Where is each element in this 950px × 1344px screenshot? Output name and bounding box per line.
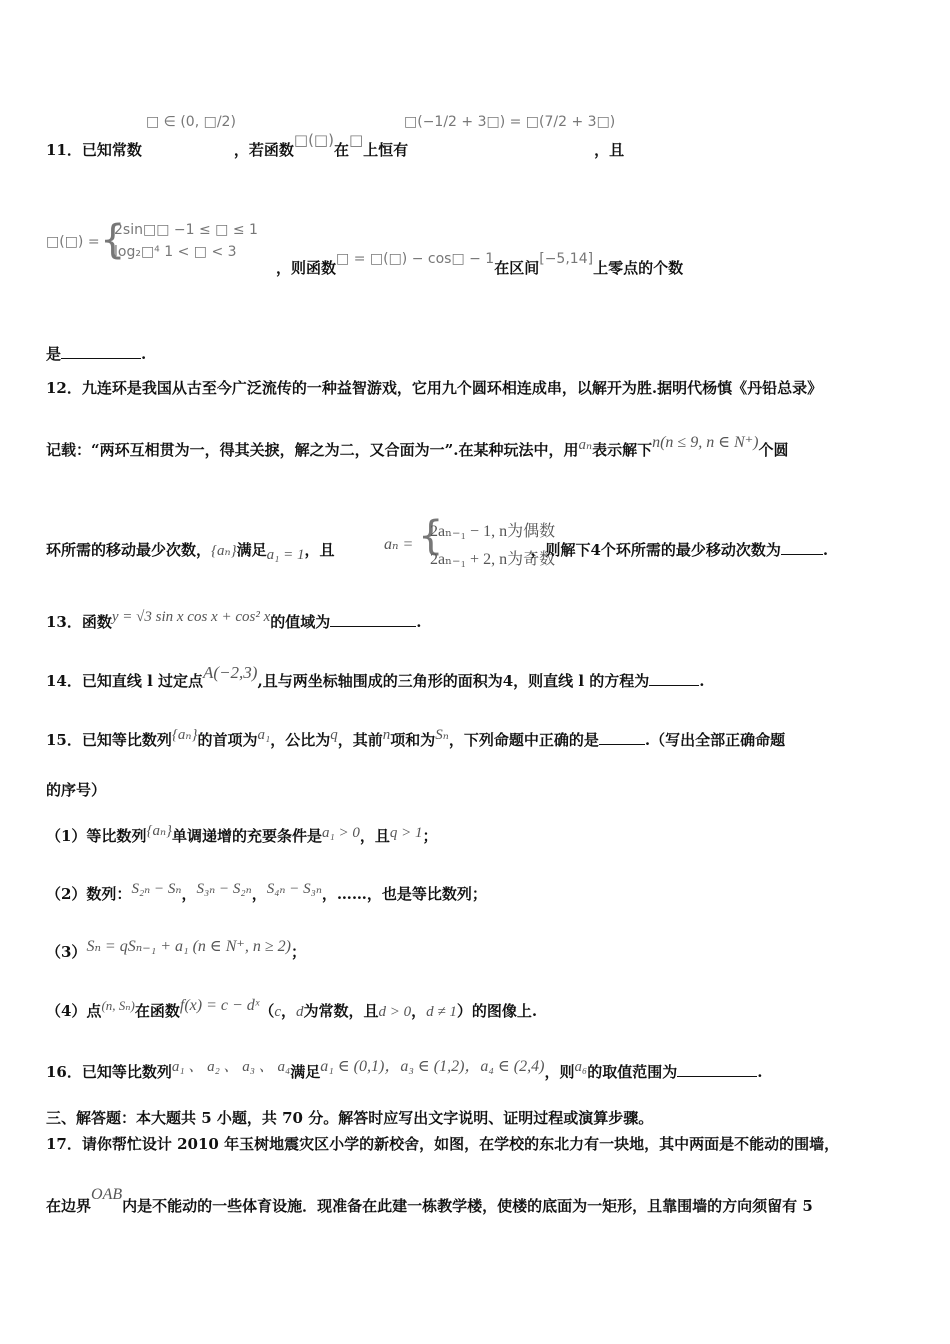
q15-item4-d: ， [281,1002,297,1020]
q15-text-e: 项和为 [390,731,436,749]
q16-text-d: 的取值范围为 [587,1063,678,1081]
q14-math: A(−2,3) [203,663,258,682]
q11-set-math: □ [348,131,364,149]
q11-const-math: □ ∈ (0, □/2) [146,114,236,130]
q12-case2: 2aₙ₋₁ + 2, n为奇数 [430,551,556,568]
q15-text-c: ，公比为 [270,731,331,749]
q11-interval-math: [−5,14] [539,251,594,267]
q15-item1-a: （1）等比数列 [46,827,147,845]
q14-text-b: ,且与两坐标轴围成的三角形的面积为4，则直线 l 的方程为 [257,672,650,690]
q12-case1: 2aₙ₋₁ − 1, n为偶数 [430,523,556,540]
q12-text-a: 记载：“两环互相贯为一，得其关捩，解之为二，又合面为一”.在某种玩法中，用 [46,441,579,459]
q16-line [46,1058,763,1083]
q11-text-h: 上零点的个数 [593,259,684,277]
q11-text-f: ，则函数 [276,259,337,277]
q11-line1 [46,131,625,160]
q12-brace: { [418,513,444,559]
q17-line1: 17．请你帮忙设计 2010 年玉树地震灾区小学的新校舍，如图，在学校的东北力有一块地，其中两面是不能动的围墙， [46,1135,840,1153]
q15-seq-math: {aₙ} [171,727,198,743]
q15-item3 [46,938,306,963]
q16-text-a: 16．已知等比数列 [46,1063,172,1081]
q16-text-c: ，则 [544,1063,575,1081]
q15-text-f: ，下列命题中正确的是 [448,731,599,749]
q15-item2-m3: S₄ₙ − S₃ₙ [266,881,322,897]
q15-a1-math: a₁ [257,727,271,743]
q15-line2: 的序号） [46,781,107,799]
q16-terms-math: a₁ 、 a₂ 、 a₃ 、 a₄ [171,1059,291,1075]
q15-item4-d-math: d [296,1004,304,1020]
q14-end: . [699,672,705,690]
q15-item4-pt: (n, Sₙ) [101,998,135,1013]
q13-math: y = √3 sin x cos x + cos² x [111,609,271,625]
q15-item3-math: Sₙ = qSₙ₋₁ + a₁ (n ∈ N⁺, n ≥ 2) [86,938,291,955]
q13-answer-blank [330,614,416,627]
q12-text-f: ，且 [304,541,335,559]
q15-line1 [46,727,786,751]
q13-end: . [416,613,422,631]
q15-n-math: n [382,727,391,743]
q12-n-math: n(n ≤ 9, n ∈ N⁺) [652,434,759,451]
q16-text-b: 满足 [290,1063,321,1081]
q15-item2-m2: S₃ₙ − S₂ₙ [196,881,252,897]
q15-item2-m1: S₂ₙ − Sₙ [131,881,182,897]
q15-item4-f-sep: ， [411,1002,427,1020]
q12-text-e: 满足 [236,541,267,559]
q15-item4-d0: d > 0 [378,1004,412,1020]
q15-item4-a: （4）点 [46,1002,102,1020]
q11-piecewise-lhs: □(□) = [46,234,100,250]
q11-brace: { [100,217,126,263]
q17-text-b: 内是不能动的一些体育设施．现准备在此建一栋教学楼，使楼的底面为一矩形，且靠围墙的方向须留有 5 [122,1197,813,1215]
q16-answer-blank [677,1064,757,1077]
q11-g-math: □ = □(□) − cos□ − 1 [336,251,495,267]
q15-item1-c: ，且 [359,827,390,845]
q11-text-c: 在 [333,141,349,159]
q15-item3-a: （3） [46,943,87,961]
q17-oab-math: OAB [91,1186,123,1203]
q11-text-e: ，且 [594,141,625,159]
q15-item4-f: f(x) = c − dˣ [179,997,260,1014]
q11-line2 [276,251,684,279]
q16-a6-math: a₆ [574,1059,588,1075]
q15-item2: （2）数列：S₂ₙ − Sₙ，S₃ₙ − S₂ₙ，S₄ₙ − S₃ₙ，……，也是等比数列； [46,881,487,903]
q11-end: . [141,345,147,363]
q13-line [46,609,422,633]
q15-item4-g: ）的图像上. [456,1002,538,1020]
q12-text-c: 个圆 [758,441,789,459]
q15-item3-end: ； [290,943,306,961]
q15-text-g: .（写出全部正确命题 [644,731,786,749]
q15-q-math: q [330,727,338,743]
q14-line [46,663,705,691]
q13-text-b: 的值域为 [270,613,331,631]
q11-piece-row1: 2sin□□ −1 ≤ □ ≤ 1 [114,222,258,238]
q15-item2-b: ，……，也是等比数列； [321,885,487,903]
section3-heading: 三、解答题：本大题共 5 小题，共 70 分。解答时应写出文字说明、证明过程或演算步骤。 [46,1109,654,1127]
q15-item4-d1: d ≠ 1 [426,1004,457,1020]
q12-text-d: 环所需的移动最少次数， [46,541,212,559]
q12-line2 [46,434,789,461]
q17-line2 [46,1186,813,1217]
q12-text-b: 表示解下 [592,441,653,459]
q11-line3 [46,344,146,364]
q16-cond-math: a₁ ∈ (0,1)，a₃ ∈ (1,2)，a₄ ∈ (2,4) [320,1058,545,1075]
q17-text-a: 在边界 [46,1197,92,1215]
q11-piece-row2: log₂□⁴ 1 < □ < 3 [114,244,237,260]
q15-item1-q: q > 1 [389,825,423,841]
q16-end: . [757,1063,763,1081]
q12-end: . [822,541,829,559]
q15-item1-end: ； [422,827,438,845]
q14-text-a: 14．已知直线 l 过定点 [46,672,204,690]
q12-text-g: ，则解下4个环所需的最少移动次数为 [530,541,781,559]
q15-item4-b: 在函数 [134,1002,180,1020]
q12-an-math: aₙ [578,437,593,453]
q11-text-i: 是 [46,345,62,363]
q15-item4-c: （ [259,1002,275,1020]
q12-an-eq-math: aₙ = [384,536,414,553]
q12-answer-blank [781,542,823,555]
q11-eq-math: □(−1/2 + 3□) = □(7/2 + 3□) [404,114,616,130]
q15-text-b: 的首项为 [197,731,258,749]
q15-item1-seq: {aₙ} [146,823,173,839]
q11-text-g: 在区间 [494,259,540,277]
q15-sn-math: Sₙ [435,727,449,743]
q12-line1: 12．九连环是我国从古至今广泛流传的一种益智游戏，它用九个圆环相连成串，以解开为胜.据明代杨慎《丹铅总录》 [46,379,823,397]
q11-f-math: □(□) [293,131,334,149]
q15-item2-a: （2）数列： [46,885,132,903]
q11-text-b: ，若函数 [233,141,294,159]
q11-text-d: 上恒有 [363,141,409,159]
q15-item1-a1: a₁ > 0 [322,825,360,841]
q12-seq-math: {aₙ} [211,543,237,559]
q13-text-a: 13．函数 [46,613,112,631]
q15-text-d: ，其前 [337,731,383,749]
q15-item4 [46,997,538,1022]
q15-item4-c-math: c [274,1004,281,1020]
q12-line3 [46,540,828,561]
q15-item1 [46,823,438,847]
q15-text-a: 15．已知等比数列 [46,731,172,749]
q15-item1-b: 单调递增的充要条件是 [172,827,323,845]
q11-text-a: 11．已知常数 [46,141,142,159]
q15-item4-e: 为常数，且 [303,1002,379,1020]
q11-answer-blank [61,346,141,359]
q14-answer-blank [649,673,699,686]
q15-answer-blank [599,732,645,745]
q12-a1-math: a₁ = 1 [266,547,305,563]
